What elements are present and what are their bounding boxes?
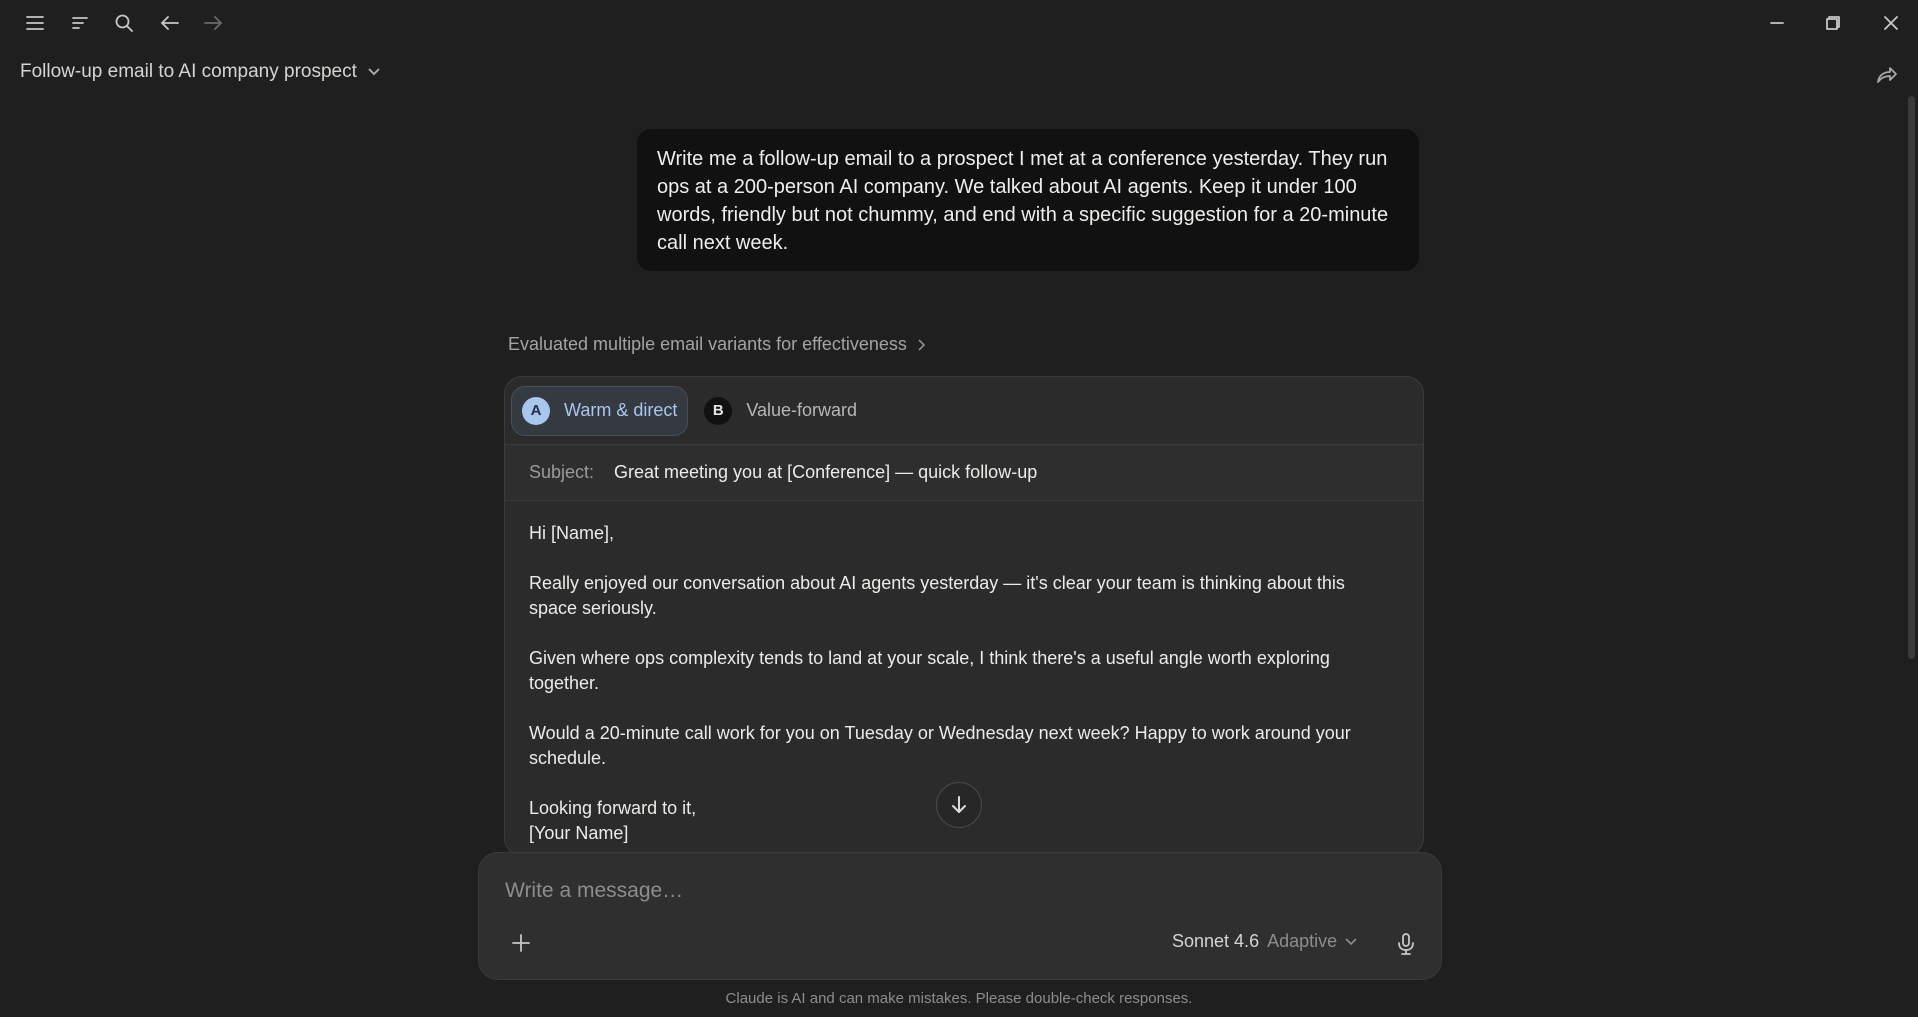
email-greeting: Hi [Name], (529, 523, 615, 543)
restore-window-icon[interactable] (1818, 8, 1848, 38)
tab-variant-b[interactable] (694, 386, 867, 436)
model-mode: Adaptive (1267, 931, 1338, 951)
chevron-down-icon (367, 67, 381, 77)
search-icon[interactable] (109, 8, 139, 38)
scrollbar-thumb[interactable] (1908, 96, 1915, 659)
user-message-text: Write me a follow-up email to a prospect I met at a conference yesterday. They run ops at a 200-person AI company. We talked about AI agents. Keep it under 100 words, friendly but not chummy, and end with a specific suggestion for a 20-minute call next week. (657, 148, 1389, 254)
email-subject-row (505, 445, 1423, 501)
thinking-summary-toggle[interactable] (508, 334, 925, 355)
variant-tabs (505, 377, 1423, 445)
microphone-icon[interactable] (1391, 929, 1421, 959)
forward-arrow-icon[interactable] (198, 8, 228, 38)
chevron-down-icon (1345, 938, 1357, 946)
back-arrow-icon[interactable] (155, 8, 185, 38)
message-composer (478, 852, 1442, 980)
arrow-down-icon (951, 796, 967, 814)
email-paragraph-3: Would a 20-minute call work for you on Tuesday or Wednesday next week? Happy to work around your schedule. (529, 723, 1351, 768)
email-closing: Looking forward to it, (529, 798, 697, 818)
sidebar-toggle-icon[interactable] (65, 8, 95, 38)
subject-value: Great meeting you at [Conference] — quick follow-up (614, 462, 1038, 482)
thinking-summary-text: Evaluated multiple email variants for effectiveness (508, 334, 907, 354)
scroll-to-bottom-button[interactable] (936, 782, 982, 828)
disclaimer-text: Claude is AI and can make mistakes. Please double-check responses. (725, 990, 1193, 1007)
model-selector[interactable] (1172, 931, 1357, 952)
tab-label: Value-forward (746, 400, 858, 420)
share-icon[interactable] (1872, 62, 1902, 88)
conversation-title-dropdown[interactable] (20, 61, 381, 83)
minimize-window-icon[interactable] (1762, 8, 1792, 38)
plus-icon[interactable] (507, 929, 535, 957)
hamburger-menu-icon[interactable] (20, 8, 50, 38)
user-message-bubble (637, 129, 1419, 271)
close-window-icon[interactable] (1876, 8, 1906, 38)
email-paragraph-1: Really enjoyed our conversation about AI agents yesterday — it's clear your team is thinking about this space seriously. (529, 573, 1345, 618)
title-bar (0, 0, 1918, 44)
tab-label: Warm & direct (564, 400, 678, 420)
chevron-right-icon (917, 339, 925, 351)
conversation-title: Follow-up email to AI company prospect (20, 61, 357, 82)
subject-label: Subject: (529, 462, 595, 482)
variant-badge-b: B (704, 397, 732, 425)
email-paragraph-2: Given where ops complexity tends to land at your scale, I think there's a useful angle worth exploring together. (529, 648, 1330, 693)
variant-badge-a: A (522, 397, 550, 425)
model-name: Sonnet 4.6 (1172, 931, 1260, 951)
tab-variant-a[interactable] (511, 386, 688, 436)
message-input[interactable] (505, 879, 1405, 903)
email-signature: [Your Name] (529, 823, 629, 843)
